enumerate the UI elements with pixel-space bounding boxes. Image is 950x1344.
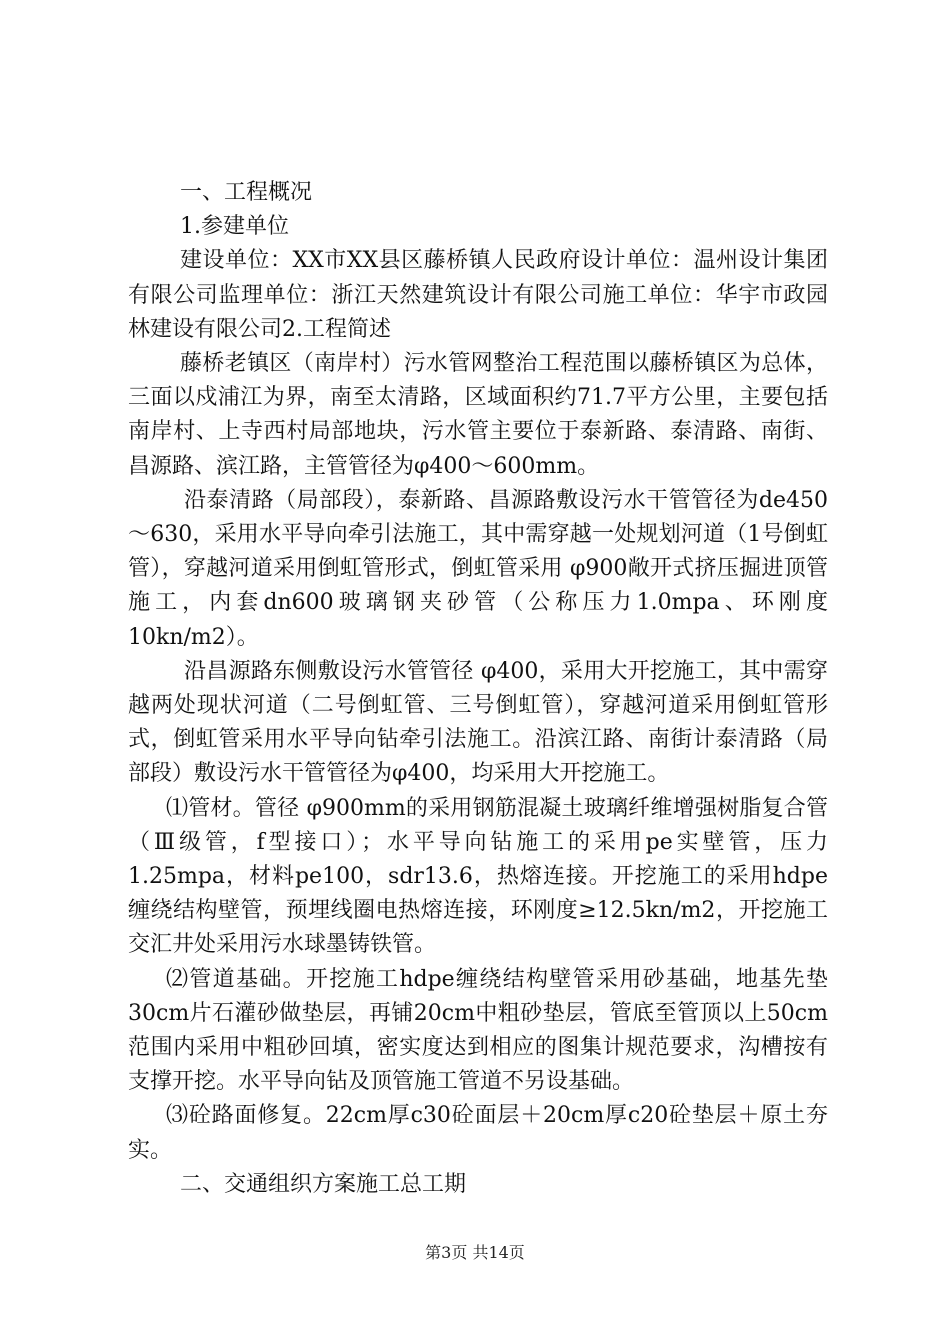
document-body bbox=[128, 176, 828, 1202]
paragraph-changyuan-road: 沿昌源路东侧敷设污水管管径 φ400，采用大开挖施工，其中需穿越两处现状河道（二号倒虹管、三号倒虹管），穿越河道采用倒虹管形式，倒虹管采用水平导向钻牵引法施工。沿滨江路、南街计泰清路（局部段）敷设污水干管管径为φ400，均采用大开挖施工。 bbox=[128, 658, 829, 787]
paragraph-pipe-material: ⑴管材。管径 φ900mm的采用钢筋混凝土玻璃纤维增强树脂复合管（Ⅲ级管，f型接口）；水平导向钻施工的采用pe实壁管，压力1.25mpa，材料pe100，sdr13.6，热熔连接。开挖施工的采用hdpe缠绕结构壁管，预埋线圈电热熔连接，环刚度≥12.5kn/m2，开挖施工交汇井处采用污水球墨铸铁管。 bbox=[128, 795, 828, 958]
paragraph-participants: 建设单位：XX市XX县区藤桥镇人民政府设计单位：温州设计集团有限公司监理单位：浙江天然建筑设计有限公司施工单位：华宇市政园林建设有限公司2.工程简述 bbox=[128, 248, 828, 342]
subheading-participants: 1.参建单位 bbox=[180, 214, 289, 240]
paragraph-pipe-foundation: ⑵管道基础。开挖施工hdpe缠绕结构壁管采用砂基础，地基先垫30cm片石灌砂做垫层，再铺20cm中粗砂垫层，管底至管顶以上50cm范围内采用中粗砂回填，密实度达到相应的图集计规范要求，沟槽按有支撑开挖。水平导向钻及顶管施工管道不另设基础。 bbox=[128, 966, 828, 1095]
paragraph-taiqing-road: 沿泰清路（局部段），泰新路、昌源路敷设污水干管管径为de450～630，采用水平导向牵引法施工，其中需穿越一处规划河道（1号倒虹管），穿越河道采用倒虹管形式，倒虹管采用 φ900敞开式挤压掘进顶管施工，内套dn600玻璃钢夹砂管（公称压力1.0mpa、环刚度10kn/m2）。 bbox=[128, 487, 828, 650]
page-number-footer: 第3页 共14页 bbox=[425, 1243, 525, 1262]
paragraph-scope: 藤桥老镇区（南岸村）污水管网整治工程范围以藤桥镇区为总体，三面以戍浦江为界，南至太清路，区域面积约71.7平方公里，主要包括南岸村、上寺西村局部地块，污水管主要位于泰新路、泰清路、南街、昌源路、滨江路，主管管径为φ400～600mm。 bbox=[128, 351, 828, 479]
section-heading-1: 一、工程概况 bbox=[180, 180, 313, 205]
section-heading-2: 二、交通组织方案施工总工期 bbox=[180, 1171, 467, 1197]
paragraph-road-repair: ⑶砼路面修复。22cm厚c30砼面层＋20cm厚c20砼垫层＋原土夯实。 bbox=[128, 1103, 828, 1163]
